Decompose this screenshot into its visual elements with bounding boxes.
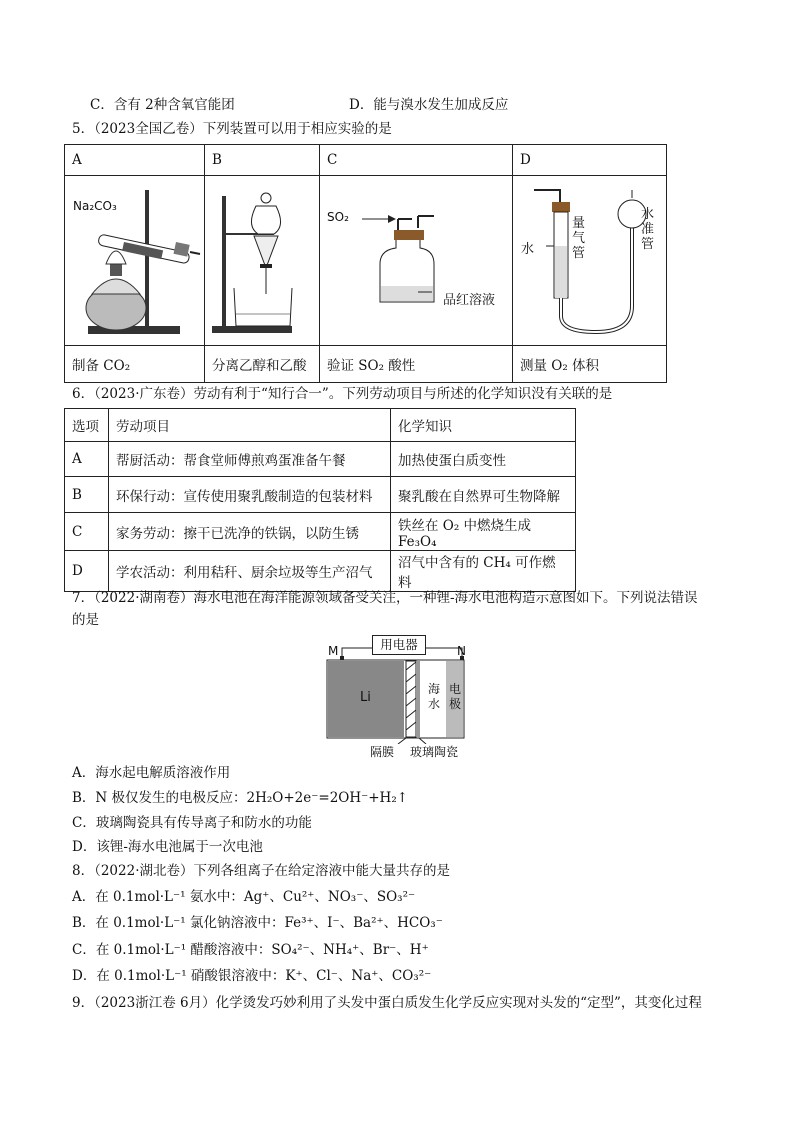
q7-stem-line2: 的是 [72, 612, 99, 628]
q6-table [64, 408, 576, 592]
apparatus-c-gas-bottle-diagram [322, 176, 510, 344]
label-electrode: 电极 [449, 682, 462, 711]
label-gas-burette: 量气管 [572, 216, 586, 261]
q9-stem: 9．（2023浙江卷 6月）化学烫发巧妙利用了头发中蛋白质发生化学反应实现对头发的“定型”，其变化过程 [72, 995, 702, 1011]
q6-row-d-project: 学农活动：利用秸秆、厨余垃圾等生产沼气 [109, 551, 391, 592]
label-m-terminal: M [328, 644, 339, 658]
q7-stem-line1: 7．（2022·湖南卷）海水电池在海洋能源领域备受关注，一种锂-海水电池构造示意图如下。下列说法错误 [72, 590, 698, 606]
q8-stem: 8．（2022·湖北卷）下列各组离子在给定溶液中能大量共存的是 [72, 863, 450, 879]
q6-header-knowledge: 化学知识 [391, 409, 576, 442]
q5-caption-b: 分离乙醇和乙酸 [205, 346, 320, 383]
q7-option-a: A．海水起电解质溶液作用 [72, 765, 231, 781]
q7-option-d: D．该锂-海水电池属于一次电池 [72, 839, 263, 855]
q6-row-b-opt: B [65, 477, 109, 513]
q6-row-d-opt: D [65, 551, 109, 592]
q8-option-c: C．在 0.1mol·L⁻¹ 醋酸溶液中：SO₄²⁻、NH₄⁺、Br⁻、H⁺ [72, 942, 429, 958]
label-so2: SO₂ [327, 210, 349, 224]
q5-stem: 5．（2023全国乙卷）下列装置可以用于相应实验的是 [72, 121, 392, 137]
label-pinhong-solution: 品红溶液 [443, 293, 496, 308]
q4-option-c: C．含有 2种含氧官能团 [90, 97, 235, 113]
q5-caption-c: 验证 SO₂ 酸性 [320, 346, 513, 383]
q5-header-b: B [205, 145, 320, 176]
q4-option-d: D．能与溴水发生加成反应 [349, 97, 509, 113]
q6-stem: 6．（2023·广东卷）劳动有利于“知行合一”。下列劳动项目与所述的化学知识没有关联的是 [72, 386, 613, 402]
q6-row-d-knowledge: 沼气中含有的 CH₄ 可作燃料 [391, 551, 576, 592]
label-membrane: 隔膜 [370, 745, 395, 759]
q6-row-c-knowledge: 铁丝在 O₂ 中燃烧生成 Fe₃O₄ [391, 513, 576, 551]
q7-option-c: C．玻璃陶瓷具有传导离子和防水的功能 [72, 815, 312, 831]
label-seawater: 海水 [428, 682, 441, 711]
label-water: 水 [521, 242, 535, 257]
q6-row-a-project: 帮厨活动：帮食堂师傅煎鸡蛋准备午餐 [109, 442, 391, 477]
apparatus-d-gas-burette-diagram [514, 176, 664, 344]
q8-option-a: A．在 0.1mol·L⁻¹ 氨水中：Ag⁺、Cu²⁺、NO₃⁻、SO₃²⁻ [72, 889, 416, 905]
label-li-anode: Li [360, 690, 371, 705]
q6-header-option: 选项 [65, 409, 109, 442]
q6-row-c-opt: C [65, 513, 109, 551]
device-box: 用电器 [372, 635, 426, 655]
q5-header-d: D [513, 145, 667, 176]
q6-row-c-project: 家务劳动：擦干已洗净的铁锅，以防生锈 [109, 513, 391, 551]
q6-row-b-knowledge: 聚乳酸在自然界可生物降解 [391, 477, 576, 513]
q5-caption-a: 制备 CO₂ [65, 346, 205, 383]
label-n-terminal: N [457, 644, 466, 658]
apparatus-b-separatory-funnel-diagram [206, 176, 318, 344]
label-na2co3: Na₂CO₃ [73, 199, 117, 213]
q7-option-b: B．N 极仅发生的电极反应：2H₂O+2e⁻=2OH⁻+H₂↑ [72, 790, 409, 806]
q5-caption-d: 测量 O₂ 体积 [513, 346, 667, 383]
q6-header-project: 劳动项目 [109, 409, 391, 442]
q6-row-a-opt: A [65, 442, 109, 477]
label-leveling-tube: 水准管 [641, 207, 655, 252]
q6-row-a-knowledge: 加热使蛋白质变性 [391, 442, 576, 477]
q5-header-c: C [320, 145, 513, 176]
q8-option-d: D．在 0.1mol·L⁻¹ 硝酸银溶液中：K⁺、Cl⁻、Na⁺、CO₃²⁻ [72, 968, 432, 984]
q6-row-b-project: 环保行动：宣传使用聚乳酸制造的包装材料 [109, 477, 391, 513]
label-glass-ceramic: 玻璃陶瓷 [410, 745, 459, 759]
q8-option-b: B．在 0.1mol·L⁻¹ 氯化钠溶液中：Fe³⁺、I⁻、Ba²⁺、HCO₃⁻ [72, 915, 443, 931]
q5-header-a: A [65, 145, 205, 176]
